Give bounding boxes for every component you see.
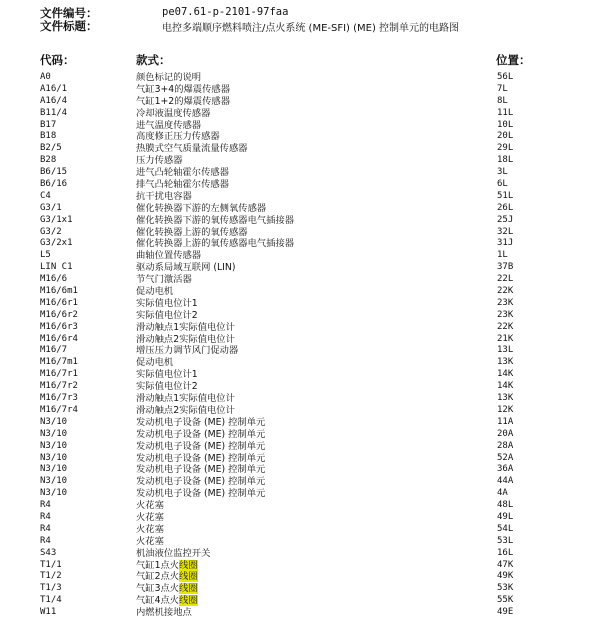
component-code: G3/2 — [40, 226, 62, 237]
list-item — [0, 453, 600, 465]
component-position: 55K — [497, 595, 514, 606]
component-description-text: 气缸1点火 — [136, 559, 180, 571]
component-position: 23K — [497, 297, 514, 308]
component-code: B28 — [40, 155, 57, 166]
component-code: M16/7r3 — [40, 393, 78, 404]
list-item — [0, 334, 600, 346]
component-position: 48L — [497, 500, 514, 511]
component-position: 21K — [497, 333, 514, 344]
component-description — [136, 322, 235, 334]
component-description — [136, 429, 265, 441]
component-description-text: 火花塞 — [136, 523, 164, 535]
component-description-text: 发动机电子设备 (ME) 控制单元 — [136, 488, 266, 500]
component-description — [136, 441, 265, 453]
component-position: 13K — [497, 393, 514, 404]
list-item — [0, 476, 600, 488]
component-description — [136, 167, 229, 179]
component-description — [136, 405, 235, 417]
component-position: 26L — [497, 202, 514, 213]
highlighted-text: 线圈 — [179, 583, 198, 595]
component-code: T1/4 — [40, 595, 62, 606]
list-item — [0, 286, 600, 298]
component-description-text: 增压压力调节风门促动器 — [136, 345, 239, 357]
component-position: 16L — [497, 547, 514, 558]
component-description — [136, 488, 265, 500]
component-description — [136, 131, 220, 143]
component-description-text: 催化转换器上游的氧传感器 — [136, 226, 248, 238]
component-description — [136, 96, 230, 108]
list-item — [0, 548, 600, 560]
list-item — [0, 429, 600, 441]
component-code: N3/10 — [40, 488, 68, 499]
list-item — [0, 393, 600, 405]
component-code: T1/2 — [40, 571, 62, 582]
component-description — [136, 262, 235, 274]
component-code: A16/1 — [40, 83, 68, 94]
component-description — [136, 453, 265, 465]
component-code: N3/10 — [40, 416, 68, 427]
component-code: G3/1x1 — [40, 214, 73, 225]
component-description-text: 滑动触点1实际值电位计 — [136, 393, 235, 405]
component-position: 11L — [497, 107, 514, 118]
component-position: 49K — [497, 571, 514, 582]
component-position: 23K — [497, 309, 514, 320]
component-description-text: 高度修正压力传感器 — [136, 131, 220, 143]
component-position: 4A — [497, 488, 508, 499]
component-description-text: 火花塞 — [136, 535, 164, 547]
component-position: 31J — [497, 238, 514, 249]
component-position: 53L — [497, 535, 514, 546]
component-description — [136, 298, 198, 310]
list-item — [0, 405, 600, 417]
component-description-text: 实际值电位计2 — [136, 309, 198, 321]
component-description — [136, 500, 164, 512]
list-item — [0, 536, 600, 548]
list-item — [0, 215, 600, 227]
column-header-code: 代码： — [40, 53, 75, 67]
component-position: 6L — [497, 179, 508, 190]
component-position: 7L — [497, 83, 508, 94]
component-description-text: 颜色标记的说明 — [136, 72, 202, 83]
highlighted-text: 线圈 — [179, 595, 198, 607]
component-code: R4 — [40, 511, 51, 522]
component-description — [136, 250, 201, 262]
component-description-text: 气缸3+4的爆震传感器 — [136, 83, 230, 95]
component-position: 54L — [497, 523, 514, 534]
component-description — [136, 571, 198, 583]
component-code: B6/15 — [40, 167, 68, 178]
component-description — [136, 476, 265, 488]
list-item — [0, 72, 600, 84]
component-description — [136, 286, 173, 298]
component-code: LIN C1 — [40, 262, 73, 273]
component-code: L5 — [40, 250, 51, 261]
list-item — [0, 369, 600, 381]
component-description — [136, 417, 265, 429]
list-item — [0, 203, 600, 215]
document-number-label: 文件编号： — [40, 6, 98, 20]
component-position: 36A — [497, 464, 514, 475]
component-code: N3/10 — [40, 464, 68, 475]
component-list — [0, 72, 600, 619]
list-item — [0, 191, 600, 203]
component-description — [136, 120, 201, 132]
component-position: 47K — [497, 559, 514, 570]
component-description — [136, 334, 235, 346]
component-description — [136, 310, 198, 322]
list-item — [0, 310, 600, 322]
component-description-text: 机油液位监控开关 — [136, 547, 211, 559]
component-code: M16/7 — [40, 345, 68, 356]
component-description — [136, 274, 192, 286]
component-description-text: 滑动触点2实际值电位计 — [136, 404, 235, 416]
component-position: 13K — [497, 357, 514, 368]
list-item — [0, 131, 600, 143]
component-code: B11/4 — [40, 107, 68, 118]
component-position: 22K — [497, 321, 514, 332]
list-item — [0, 381, 600, 393]
component-position: 20L — [497, 131, 514, 142]
list-item — [0, 417, 600, 429]
list-item — [0, 345, 600, 357]
component-code: W11 — [40, 607, 57, 618]
component-description — [136, 536, 164, 548]
component-description-text: 冷却液温度传感器 — [136, 107, 211, 119]
component-code: M16/6r2 — [40, 309, 78, 320]
component-description — [136, 524, 164, 536]
component-code: B17 — [40, 119, 57, 130]
component-description — [136, 560, 198, 572]
component-code: M16/6r3 — [40, 321, 78, 332]
component-code: A16/4 — [40, 95, 68, 106]
component-description — [136, 548, 210, 560]
component-code: G3/1 — [40, 202, 62, 213]
list-item — [0, 524, 600, 536]
list-item — [0, 357, 600, 369]
component-description-text: 进气凸轮轴霍尔传感器 — [136, 167, 229, 179]
component-description — [136, 215, 294, 227]
component-code: N3/10 — [40, 440, 68, 451]
component-position: 18L — [497, 155, 514, 166]
component-position: 49E — [497, 607, 514, 618]
component-code: M16/7r4 — [40, 404, 78, 415]
list-item — [0, 500, 600, 512]
list-item — [0, 607, 600, 619]
component-description — [136, 345, 238, 357]
component-description-text: 发动机电子设备 (ME) 控制单元 — [136, 440, 266, 452]
component-description — [136, 595, 198, 607]
component-description-text: 发动机电子设备 (ME) 控制单元 — [136, 476, 266, 488]
component-description-text: 滑动触点1实际值电位计 — [136, 321, 235, 333]
component-position: 14K — [497, 369, 514, 380]
component-position: 53K — [497, 583, 514, 594]
component-description-text: 排气凸轮轴霍尔传感器 — [136, 179, 229, 191]
component-code: M16/6 — [40, 274, 68, 285]
component-position: 8L — [497, 95, 508, 106]
component-position: 22L — [497, 274, 514, 285]
component-position: 22K — [497, 286, 514, 297]
highlighted-text: 线圈 — [179, 559, 198, 571]
component-position: 20A — [497, 428, 514, 439]
component-description — [136, 393, 235, 405]
list-item — [0, 488, 600, 500]
document-number-value: pe07.61-p-2101-97faa — [162, 6, 289, 18]
list-item — [0, 560, 600, 572]
component-description — [136, 108, 210, 120]
component-description — [136, 179, 229, 191]
component-description — [136, 143, 248, 155]
component-description — [136, 583, 198, 595]
component-description-text: 发动机电子设备 (ME) 控制单元 — [136, 464, 266, 476]
component-description — [136, 191, 192, 203]
component-position: 28A — [497, 440, 514, 451]
component-description-text: 内燃机接地点 — [136, 607, 192, 619]
list-item — [0, 583, 600, 595]
component-description-text: 气缸2点火 — [136, 571, 180, 583]
component-description-text: 火花塞 — [136, 511, 164, 523]
component-description — [136, 512, 164, 524]
component-code: T1/1 — [40, 559, 62, 570]
component-description-text: 气缸4点火 — [136, 595, 180, 607]
component-description-text: 实际值电位计2 — [136, 381, 198, 393]
document-title-label: 文件标题： — [40, 19, 98, 33]
component-code: T1/3 — [40, 583, 62, 594]
component-description-text: 实际值电位计1 — [136, 369, 198, 381]
component-position: 29L — [497, 143, 514, 154]
component-description — [136, 464, 265, 476]
list-item — [0, 441, 600, 453]
component-position: 52A — [497, 452, 514, 463]
component-code: N3/10 — [40, 428, 68, 439]
component-description — [136, 369, 198, 381]
component-description-text: 发动机电子设备 (ME) 控制单元 — [136, 452, 266, 464]
component-code: M16/6m1 — [40, 286, 78, 297]
component-description — [136, 155, 183, 167]
list-item — [0, 167, 600, 179]
component-code: R4 — [40, 500, 51, 511]
component-description-text: 气缸1+2的爆震传感器 — [136, 95, 230, 107]
component-description-text: 火花塞 — [136, 500, 164, 512]
component-position: 25J — [497, 214, 514, 225]
component-description — [136, 72, 201, 84]
component-position: 37B — [497, 262, 514, 273]
component-code: S43 — [40, 547, 57, 558]
list-item — [0, 179, 600, 191]
component-position: 10L — [497, 119, 514, 130]
component-position: 44A — [497, 476, 514, 487]
component-description — [136, 203, 266, 215]
document-title-value: 电控多端顺序燃料喷注/点火系统 (ME-SFI) (ME) 控制单元的电路图 — [162, 23, 460, 34]
list-item — [0, 120, 600, 132]
component-description — [136, 84, 230, 96]
component-code: M16/6r4 — [40, 333, 78, 344]
component-description — [136, 238, 294, 250]
list-item — [0, 108, 600, 120]
component-description-text: 进气温度传感器 — [136, 119, 202, 131]
component-position: 12K — [497, 404, 514, 415]
highlighted-text: 线圈 — [179, 571, 198, 583]
list-item — [0, 512, 600, 524]
component-description-text: 发动机电子设备 (ME) 控制单元 — [136, 428, 266, 440]
list-item — [0, 595, 600, 607]
component-description-text: 压力传感器 — [136, 155, 183, 167]
component-code: B18 — [40, 131, 57, 142]
list-item — [0, 464, 600, 476]
component-description-text: 促动电机 — [136, 357, 174, 369]
component-description-text: 催化转换器下游的左侧氧传感器 — [136, 202, 267, 214]
list-item — [0, 298, 600, 310]
list-item — [0, 96, 600, 108]
component-position: 14K — [497, 381, 514, 392]
component-description — [136, 381, 198, 393]
component-description-text: 催化转换器上游的氧传感器电气插接器 — [136, 238, 295, 250]
component-code: A0 — [40, 72, 51, 82]
list-item — [0, 238, 600, 250]
component-position: 1L — [497, 250, 508, 261]
component-description-text: 热膜式空气质量流量传感器 — [136, 143, 248, 155]
list-item — [0, 250, 600, 262]
component-description — [136, 357, 173, 369]
component-code: R4 — [40, 535, 51, 546]
column-header-description: 款式： — [136, 53, 171, 67]
component-position: 3L — [497, 167, 508, 178]
list-item — [0, 143, 600, 155]
component-description-text: 滑动触点2实际值电位计 — [136, 333, 235, 345]
component-description-text: 曲轴位置传感器 — [136, 250, 202, 262]
component-description-text: 发动机电子设备 (ME) 控制单元 — [136, 416, 266, 428]
component-description-text: 驱动系局域互联网 (LIN) — [136, 262, 236, 274]
list-item — [0, 322, 600, 334]
list-item — [0, 155, 600, 167]
component-code: N3/10 — [40, 452, 68, 463]
component-code: R4 — [40, 523, 51, 534]
component-position: 51L — [497, 190, 514, 201]
component-position: 11A — [497, 416, 514, 427]
component-code: B2/5 — [40, 143, 62, 154]
component-code: G3/2x1 — [40, 238, 73, 249]
component-description-text: 节气门激活器 — [136, 274, 192, 286]
component-description — [136, 227, 248, 239]
component-code: M16/6r1 — [40, 297, 78, 308]
component-position: 49L — [497, 511, 514, 522]
list-item — [0, 227, 600, 239]
component-description-text: 气缸3点火 — [136, 583, 180, 595]
list-item — [0, 571, 600, 583]
column-header-position: 位置： — [496, 53, 531, 67]
component-position: 13L — [497, 345, 514, 356]
component-position: 56L — [497, 72, 514, 82]
component-description-text: 促动电机 — [136, 286, 174, 298]
list-item — [0, 262, 600, 274]
component-position: 32L — [497, 226, 514, 237]
component-code: N3/10 — [40, 476, 68, 487]
component-description — [136, 607, 192, 619]
component-code: C4 — [40, 190, 51, 201]
component-code: M16/7r2 — [40, 381, 78, 392]
component-code: B6/16 — [40, 179, 68, 190]
component-code: M16/7m1 — [40, 357, 78, 368]
list-item — [0, 274, 600, 286]
component-code: M16/7r1 — [40, 369, 78, 380]
component-description-text: 实际值电位计1 — [136, 297, 198, 309]
component-description-text: 抗干扰电容器 — [136, 190, 192, 202]
component-description-text: 催化转换器下游的氧传感器电气插接器 — [136, 214, 295, 226]
list-item — [0, 84, 600, 96]
